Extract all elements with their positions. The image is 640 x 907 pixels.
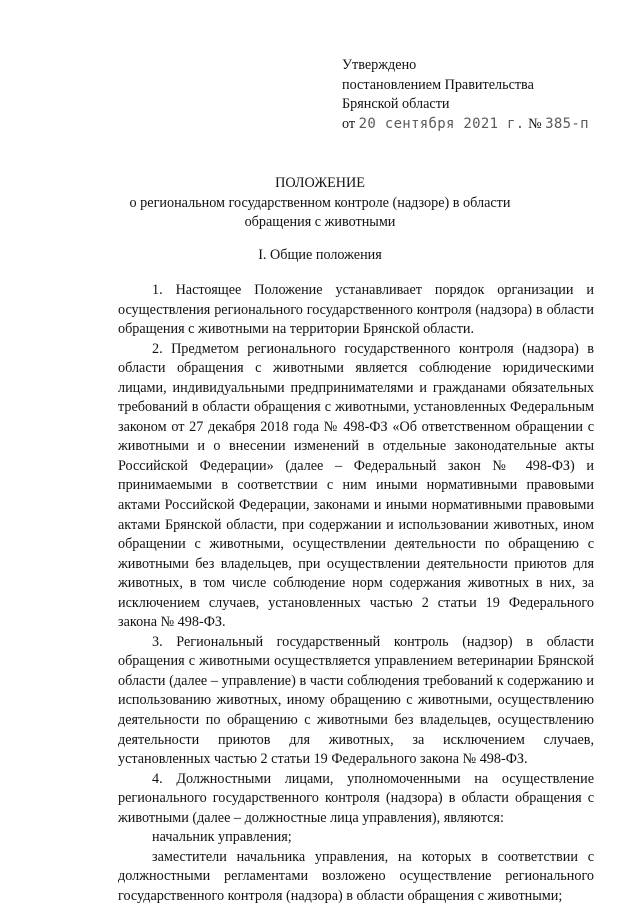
paragraph-3: 3. Региональный государственный контроль (надзор) в области обращения с животными осуществляется управлением ветеринарии Брянской области (далее – управление) в части соблюдения требований к содержанию и использованию животных, иному обращению с животными, осуществлению деятельности по обращению с животными без владельцев, осуществлению деятельности приютов для животных, за исключением случаев, установленных частью 2 статьи 19 Федерального закона № 498-ФЗ. (118, 633, 594, 768)
approval-date-prefix: от (342, 115, 356, 132)
paragraph-1: 1. Настоящее Положение устанавливает порядок организации и осуществления регионального государственного контроля (надзора) в области обращения с животными на территории Брянской области. (118, 282, 594, 338)
paragraph-4-item-deputies: заместители начальника управления, на которых в соответствии с должностными регламентами возложено осуществление регионального государственного контроля (надзора) в области обращения с животными; (118, 848, 594, 904)
section-heading: I. Общие положения (258, 247, 382, 263)
document-subtitle-line-2: обращения с животными (244, 214, 396, 230)
approval-line-approved: Утверждено (342, 57, 417, 73)
approval-date-value: 20 сентября 2021 г. (358, 115, 525, 132)
paragraph-4-item-head: начальник управления; (152, 829, 292, 846)
document-body (118, 281, 594, 907)
approval-line-region: Брянской области (342, 96, 450, 112)
approval-number-sign: № (528, 115, 542, 132)
approval-number-value: 385-п (545, 115, 589, 132)
paragraph-2: 2. Предметом регионального государственного контроля (надзора) в области обращения с животными является соблюдение юридическими лицами, индивидуальными предпринимателями и гражданами обязательных требований в области обращения с животными, установленных Федеральным законом от 27 декабря 2018 года № 498-ФЗ «Об ответственном обращении с животными и о внесении изменений в отдельные законодательные акты Российской Федерации» (далее – Федеральный закон № 498-ФЗ) и принимаемыми в соответствии с ним иными нормативными правовыми актами Российской Федерации, законами и иными нормативными правовыми актами Брянской области, при содержании и использовании животных, ином обращении с животными, осуществлении деятельности по обращению с животными без владельцев, при осуществлении деятельности приютов для животных, в том числе соблюдение норм содержания животных в них, за исключением случаев, установленных частью 2 статьи 19 Федерального закона № 498-ФЗ. (118, 340, 594, 631)
approval-line-resolution: постановлением Правительства (342, 76, 534, 93)
document-title: ПОЛОЖЕНИЕ (275, 175, 365, 191)
approval-line-date (342, 115, 589, 135)
approval-block (342, 56, 589, 134)
paragraph-4: 4. Должностными лицами, уполномоченными на осуществление регионального государственного контроля (надзора) в области обращения с животными (далее – должностные лица управления), являются: (118, 770, 594, 826)
document-subtitle-line-1: о региональном государственном контроле (надзоре) в области (129, 195, 511, 211)
